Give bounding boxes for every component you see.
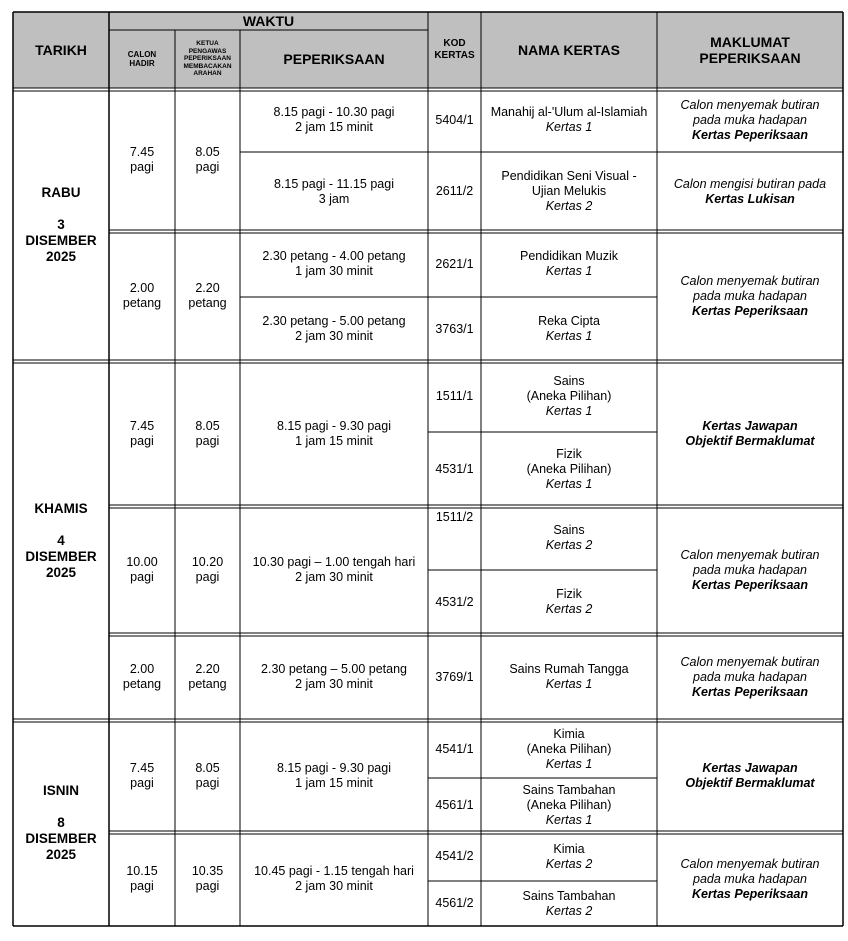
- ketua-pengawas-cell-line: petang: [188, 296, 227, 310]
- nama-kertas-cell-line: Kertas 1: [545, 404, 593, 418]
- ketua-pengawas-cell-line: pagi: [195, 776, 220, 790]
- calon-hadir-cell: [109, 832, 175, 926]
- header-kod-kertas-line: KERTAS: [434, 50, 475, 61]
- date-cell-line: DISEMBER: [25, 232, 97, 248]
- peperiksaan-cell: [240, 720, 428, 832]
- nama-kertas-cell-line: Kertas 2: [545, 199, 593, 213]
- nama-kertas-cell-line: Kertas 1: [545, 812, 593, 827]
- nama-kertas-cell: [481, 832, 657, 881]
- nama-kertas-cell: [481, 432, 657, 506]
- calon-hadir-cell-line: pagi: [130, 776, 154, 790]
- ketua-pengawas-cell: [175, 506, 240, 634]
- maklumat-cell: [657, 231, 843, 361]
- date-cell-line: 2025: [45, 248, 77, 264]
- nama-kertas-cell-line: Fizik: [556, 587, 582, 601]
- maklumat-cell: [657, 634, 843, 720]
- calon-hadir-cell: [109, 720, 175, 832]
- calon-hadir-cell-line: 7.45: [129, 761, 155, 775]
- date-cell-line: 2025: [45, 847, 77, 862]
- header-waktu: [109, 12, 428, 30]
- peperiksaan-cell-line: 1 jam 15 minit: [295, 776, 373, 790]
- header-ketua-pengawas-line: PEPERIKSAAN: [184, 55, 231, 63]
- kod-kertas-cell: [428, 720, 481, 778]
- nama-kertas-cell-line: Sains Rumah Tangga: [509, 662, 629, 676]
- peperiksaan-cell: [240, 361, 428, 506]
- ketua-pengawas-cell-line: pagi: [195, 879, 220, 893]
- maklumat-cell: [657, 361, 843, 506]
- maklumat-cell-line: Kertas Peperiksaan: [691, 303, 809, 318]
- nama-kertas-cell-line: Manahij al-'Ulum al-Islamiah: [490, 105, 648, 119]
- maklumat-cell-line: Calon menyemak butiran: [680, 547, 820, 562]
- calon-hadir-cell-line: pagi: [130, 433, 154, 448]
- peperiksaan-cell-line: 8.15 pagi - 9.30 pagi: [277, 761, 391, 775]
- nama-kertas-cell-line: Fizik: [556, 446, 582, 461]
- kod-kertas-cell-line: 2621/1: [435, 256, 474, 271]
- kod-kertas-cell-line: 4541/2: [435, 849, 474, 863]
- maklumat-cell-line: Objektif Bermaklumat: [685, 433, 815, 448]
- header-peperiksaan-line: PEPERIKSAAN: [283, 51, 385, 67]
- kod-kertas-cell: [428, 231, 481, 297]
- header-maklumat-line: MAKLUMAT: [710, 34, 790, 50]
- nama-kertas-cell-line: Sains Tambahan: [522, 782, 616, 797]
- maklumat-cell: [657, 506, 843, 634]
- kod-kertas-cell-line: 1511/2: [435, 510, 474, 524]
- header-maklumat: [657, 12, 843, 88]
- calon-hadir-cell: [109, 231, 175, 361]
- calon-hadir-cell: [109, 634, 175, 720]
- date-cell-line: DISEMBER: [25, 548, 97, 564]
- kod-kertas-cell: [428, 881, 481, 926]
- peperiksaan-cell-line: 2 jam 30 minit: [295, 879, 373, 893]
- maklumat-cell-line: pada muka hadapan: [693, 562, 807, 577]
- date-cell: [13, 361, 109, 720]
- kod-kertas-cell-line: 3769/1: [435, 669, 474, 684]
- nama-kertas-cell: [481, 506, 657, 570]
- date-cell-line: 2025: [45, 564, 77, 580]
- peperiksaan-cell: [240, 231, 428, 297]
- kod-kertas-cell: [428, 297, 481, 361]
- nama-kertas-cell: [481, 361, 657, 432]
- maklumat-cell-line: Kertas Peperiksaan: [691, 684, 809, 699]
- kod-kertas-cell: [428, 634, 481, 720]
- peperiksaan-cell-line: 8.15 pagi - 10.30 pagi: [273, 105, 395, 119]
- peperiksaan-cell-line: 2 jam 30 minit: [295, 677, 373, 691]
- maklumat-cell-line: pada muka hadapan: [693, 669, 807, 684]
- peperiksaan-cell-line: 2 jam 30 minit: [295, 329, 373, 343]
- header-ketua-pengawas-line: ARAHAN: [193, 70, 222, 78]
- kod-kertas-cell: [428, 361, 481, 432]
- maklumat-cell-line: Kertas Peperiksaan: [691, 886, 809, 901]
- kod-kertas-cell: [428, 88, 481, 152]
- header-calon-hadir-line: HADIR: [129, 59, 155, 68]
- peperiksaan-cell: [240, 506, 428, 634]
- ketua-pengawas-cell-line: pagi: [195, 570, 220, 584]
- header-ketua-pengawas-line: KETUA: [196, 40, 219, 48]
- nama-kertas-cell: [481, 152, 657, 231]
- header-waktu-line: WAKTU: [242, 13, 295, 29]
- header-tarikh-line: TARIKH: [35, 42, 87, 58]
- ketua-pengawas-cell-line: 8.05: [195, 144, 220, 159]
- nama-kertas-cell-line: Sains: [553, 374, 585, 388]
- ketua-pengawas-cell: [175, 832, 240, 926]
- kod-kertas-cell: [428, 506, 481, 570]
- ketua-pengawas-cell-line: 2.20: [195, 662, 220, 676]
- nama-kertas-cell-line: (Aneka Pilihan): [526, 389, 612, 403]
- header-ketua-pengawas: [175, 30, 240, 88]
- calon-hadir-cell-line: petang: [122, 296, 162, 310]
- calon-hadir-cell-line: 7.45: [129, 144, 155, 159]
- kod-kertas-cell-line: 4541/1: [435, 741, 474, 756]
- calon-hadir-cell: [109, 361, 175, 506]
- header-peperiksaan: [240, 30, 428, 88]
- maklumat-cell-line: Kertas Jawapan: [702, 761, 798, 775]
- date-cell-line: DISEMBER: [25, 831, 97, 846]
- peperiksaan-cell-line: 10.45 pagi - 1.15 tengah hari: [254, 864, 414, 878]
- peperiksaan-cell-line: 1 jam 30 minit: [295, 264, 373, 278]
- kod-kertas-cell-line: 1511/1: [435, 389, 474, 403]
- header-ketua-pengawas-line: PENGAWAS: [188, 47, 227, 55]
- nama-kertas-cell: [481, 778, 657, 832]
- maklumat-cell-line: Calon mengisi butiran pada: [673, 176, 827, 191]
- calon-hadir-cell-line: petang: [122, 677, 162, 691]
- nama-kertas-cell-line: Kimia: [553, 726, 585, 741]
- maklumat-cell-line: pada muka hadapan: [693, 288, 807, 303]
- peperiksaan-cell-line: 8.15 pagi - 9.30 pagi: [277, 418, 391, 433]
- nama-kertas-cell: [481, 634, 657, 720]
- nama-kertas-cell: [481, 720, 657, 778]
- maklumat-cell-line: pada muka hadapan: [693, 112, 807, 127]
- nama-kertas-cell-line: Kertas 2: [545, 856, 593, 871]
- nama-kertas-cell: [481, 881, 657, 926]
- date-cell-line: ISNIN: [42, 783, 79, 798]
- peperiksaan-cell: [240, 634, 428, 720]
- ketua-pengawas-cell: [175, 88, 240, 231]
- header-calon-hadir: [109, 30, 175, 88]
- kod-kertas-cell: [428, 778, 481, 832]
- ketua-pengawas-cell-line: 2.20: [195, 281, 220, 295]
- maklumat-cell: [657, 832, 843, 926]
- nama-kertas-cell-line: Sains Tambahan: [522, 888, 616, 903]
- peperiksaan-cell: [240, 297, 428, 361]
- maklumat-cell-line: Calon menyemak butiran: [680, 97, 820, 112]
- date-cell-line: 3: [57, 216, 65, 232]
- maklumat-cell: [657, 88, 843, 152]
- nama-kertas-cell-line: (Aneka Pilihan): [526, 797, 612, 812]
- nama-kertas-cell-line: Kertas 1: [545, 329, 593, 343]
- kod-kertas-cell-line: 3763/1: [435, 321, 474, 336]
- date-cell: [13, 88, 109, 361]
- date-cell-line: RABU: [41, 184, 81, 200]
- date-cell: [13, 720, 109, 926]
- calon-hadir-cell-line: pagi: [130, 879, 154, 893]
- ketua-pengawas-cell: [175, 231, 240, 361]
- nama-kertas-cell-line: Kertas 1: [545, 264, 593, 278]
- nama-kertas-cell: [481, 570, 657, 634]
- peperiksaan-cell-line: 2.30 petang – 5.00 petang: [261, 662, 407, 676]
- nama-kertas-cell-line: Kertas 1: [545, 756, 593, 771]
- maklumat-cell-line: pada muka hadapan: [693, 871, 807, 886]
- peperiksaan-cell: [240, 152, 428, 231]
- maklumat-cell-line: Calon menyemak butiran: [680, 856, 820, 871]
- peperiksaan-cell-line: 2.30 petang - 5.00 petang: [262, 314, 406, 328]
- peperiksaan-cell-line: 3 jam: [318, 191, 350, 206]
- ketua-pengawas-cell: [175, 634, 240, 720]
- maklumat-cell-line: Calon menyemak butiran: [680, 654, 820, 669]
- maklumat-cell-line: Kertas Peperiksaan: [691, 577, 809, 592]
- nama-kertas-cell: [481, 297, 657, 361]
- calon-hadir-cell: [109, 506, 175, 634]
- nama-kertas-cell-line: Kertas 2: [545, 538, 593, 552]
- calon-hadir-cell-line: pagi: [130, 159, 154, 174]
- calon-hadir-cell-line: 2.00: [129, 281, 155, 295]
- nama-kertas-cell-line: Reka Cipta: [538, 314, 600, 328]
- peperiksaan-cell-line: 8.15 pagi - 11.15 pagi: [273, 176, 394, 191]
- header-calon-hadir-line: CALON: [127, 50, 157, 59]
- calon-hadir-cell-line: 7.45: [129, 418, 155, 433]
- header-ketua-pengawas-line: MEMBACAKAN: [183, 62, 232, 70]
- maklumat-cell-line: Objektif Bermaklumat: [685, 776, 815, 790]
- maklumat-cell: [657, 152, 843, 231]
- ketua-pengawas-cell-line: 8.05: [195, 418, 220, 433]
- kod-kertas-cell-line: 4561/1: [435, 797, 474, 812]
- peperiksaan-cell: [240, 88, 428, 152]
- nama-kertas-cell-line: Kertas 1: [545, 677, 593, 691]
- header-nama-kertas-line: NAMA KERTAS: [518, 42, 620, 58]
- kod-kertas-cell-line: 5404/1: [435, 112, 474, 127]
- calon-hadir-cell-line: 2.00: [129, 662, 155, 676]
- header-tarikh: [13, 12, 109, 88]
- kod-kertas-cell-line: 4531/2: [435, 594, 474, 609]
- peperiksaan-cell-line: 10.30 pagi – 1.00 tengah hari: [252, 555, 416, 569]
- calon-hadir-cell-line: 10.00: [126, 555, 158, 569]
- nama-kertas-cell-line: Pendidikan Muzik: [520, 249, 618, 263]
- kod-kertas-cell-line: 2611/2: [435, 184, 474, 198]
- nama-kertas-cell-line: Sains: [553, 523, 585, 537]
- kod-kertas-cell: [428, 832, 481, 881]
- peperiksaan-cell-line: 1 jam 15 minit: [295, 433, 373, 448]
- peperiksaan-cell: [240, 832, 428, 926]
- maklumat-cell-line: Kertas Jawapan: [702, 418, 798, 433]
- maklumat-cell-line: Kertas Peperiksaan: [691, 127, 809, 142]
- kod-kertas-cell: [428, 152, 481, 231]
- peperiksaan-cell-line: 2.30 petang - 4.00 petang: [262, 249, 406, 263]
- maklumat-cell-line: Calon menyemak butiran: [680, 273, 820, 288]
- peperiksaan-cell-line: 2 jam 30 minit: [295, 570, 373, 584]
- ketua-pengawas-cell-line: 10.20: [191, 555, 224, 569]
- ketua-pengawas-cell: [175, 720, 240, 832]
- nama-kertas-cell-line: (Aneka Pilihan): [526, 461, 612, 476]
- nama-kertas-cell-line: Pendidikan Seni Visual -: [501, 169, 637, 183]
- date-cell-line: 4: [57, 532, 65, 548]
- nama-kertas-cell-line: Kimia: [553, 841, 585, 856]
- date-cell-line: 8: [57, 815, 65, 830]
- ketua-pengawas-cell-line: pagi: [195, 433, 220, 448]
- calon-hadir-cell-line: 10.15: [126, 864, 158, 878]
- peperiksaan-cell-line: 2 jam 15 minit: [295, 120, 373, 134]
- ketua-pengawas-cell-line: 8.05: [195, 761, 220, 775]
- nama-kertas-cell-line: Kertas 1: [545, 120, 593, 134]
- kod-kertas-cell-line: 4561/2: [435, 896, 474, 910]
- nama-kertas-cell-line: (Aneka Pilihan): [526, 741, 612, 756]
- kod-kertas-cell-line: 4531/1: [435, 461, 474, 476]
- header-kod-kertas-line: KOD: [443, 38, 466, 49]
- header-maklumat-line: PEPERIKSAAN: [699, 50, 801, 66]
- maklumat-cell: [657, 720, 843, 832]
- nama-kertas-cell: [481, 231, 657, 297]
- ketua-pengawas-cell: [175, 361, 240, 506]
- nama-kertas-cell-line: Kertas 1: [545, 476, 593, 491]
- kod-kertas-cell: [428, 570, 481, 634]
- maklumat-cell-line: Kertas Lukisan: [705, 191, 795, 206]
- nama-kertas-cell-line: Kertas 2: [545, 903, 593, 918]
- nama-kertas-cell-line: Kertas 2: [545, 602, 593, 616]
- calon-hadir-cell-line: pagi: [130, 570, 154, 584]
- ketua-pengawas-cell-line: 10.35: [191, 864, 224, 878]
- ketua-pengawas-cell-line: pagi: [195, 159, 220, 174]
- nama-kertas-cell: [481, 88, 657, 152]
- nama-kertas-cell-line: Ujian Melukis: [531, 184, 607, 198]
- calon-hadir-cell: [109, 88, 175, 231]
- header-nama-kertas: [481, 12, 657, 88]
- ketua-pengawas-cell-line: petang: [188, 677, 227, 691]
- kod-kertas-cell: [428, 432, 481, 506]
- date-cell-line: KHAMIS: [34, 500, 88, 516]
- header-kod-kertas: [428, 12, 481, 88]
